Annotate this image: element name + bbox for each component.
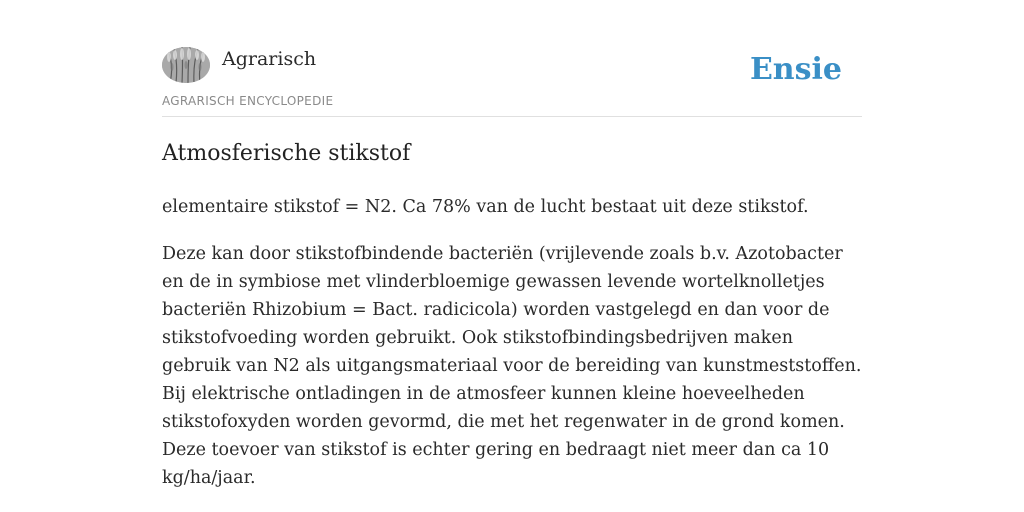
encyclopedia-subtitle: AGRARISCH ENCYCLOPEDIE [162,94,334,108]
article-body [162,193,867,511]
article-paragraph: Deze kan door stikstofbindende bacteriën (vrijlevende zoals b.v. Azotobacter en de in symbiose met vlinderbloemige gewassen levende wortelknolletjes bacteriën Rhizobium = Bact. radicicola) worden vastgelegd en dan voor de stikstofvoeding worden gebruikt. Ook stikstofbindingsbedrijven maken gebruik van N2 als uitgangsmateriaal voor de bereiding van kunstmeststoffen. Bij elektrische ontladingen in de atmosfeer kunnen kleine hoeveelheden stikstofoxyden worden gevormd, die met het regenwater in de grond komen. Deze toevoer van stikstof is echter gering en bedraagt niet meer dan ca 10 kg/ha/jaar. [162,244,862,488]
wheat-icon[interactable] [162,47,210,83]
brand-logo[interactable]: Ensie [749,52,842,87]
header [162,44,862,117]
source-name[interactable]: Agrarisch [222,48,317,70]
article-paragraph: elementaire stikstof = N2. Ca 78% van de lucht bestaat uit deze stikstof. [162,197,809,217]
article-title: Atmosferische stikstof [162,141,411,166]
